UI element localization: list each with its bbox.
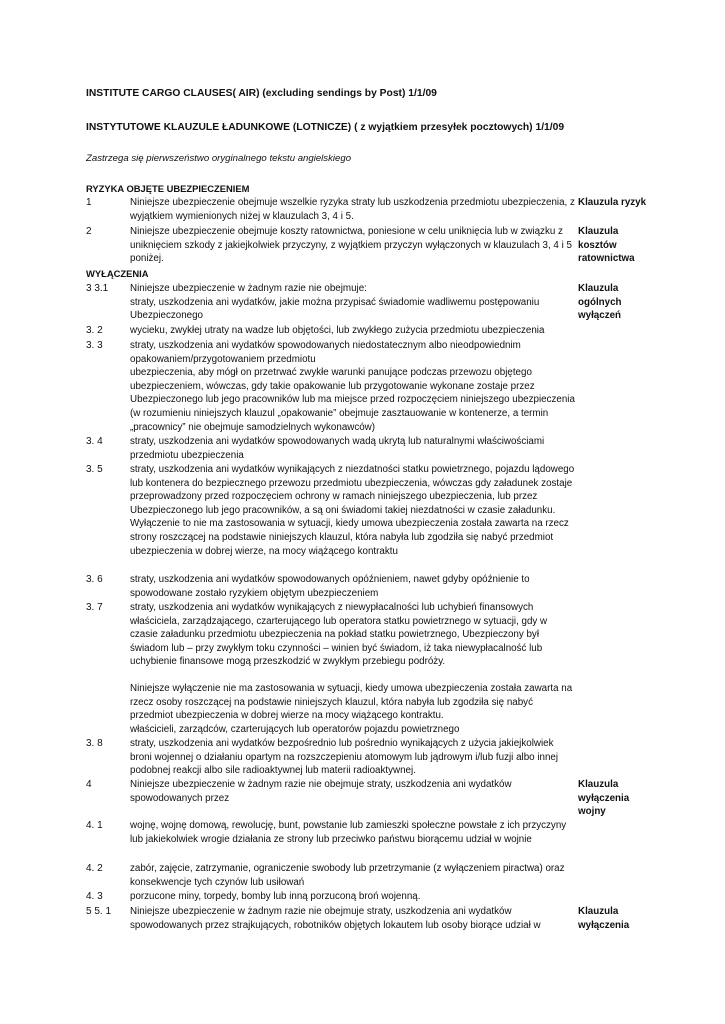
clause-intro: straty, uszkodzenia ani wydatków spowodowanych niedostatecznym albo nieodpowiednim opakowaniem/przygotowaniem przedmiotu bbox=[130, 340, 521, 365]
clause-body: straty, uszkodzenia ani wydatków wynikających z niewypłacalności lub uchybień finansowych właściciela, zarządzającego, czarterującego lub operatora statku powietrznego w sytuacji, gdy w czasie załadunku przedmiotu ubezpieczenia na pokład statku powietrznego, Ubezpieczony był świadom lub – przy zwykłym toku czynności – winien być świadom, iż taka niewypłacalność lub uchybienie finansowe mogą przeszkodzić w zwykłym przebiegu podróży. bbox=[130, 602, 548, 668]
clause-text: straty, uszkodzenia ani wydatków spowodowanych wadą ukrytą lub naturalnymi właściwościami przedmiotu ubezpieczenia bbox=[130, 436, 545, 461]
clause-side-label: Klauzula ogólnych wyłączeń bbox=[578, 283, 622, 322]
clause-number: 4. 1 bbox=[86, 820, 103, 831]
clause-side-label: Klauzula ryzyk bbox=[578, 197, 647, 208]
clause-text: Niniejsze ubezpieczenie w żadnym razie nie obejmuje straty, uszkodzenia ani wydatków spowodowanych przez bbox=[130, 779, 512, 804]
clause-number: 3. 3 bbox=[86, 340, 103, 351]
clause-number: 3. 8 bbox=[86, 738, 103, 749]
clause-number: 4 bbox=[86, 779, 92, 790]
clause-note: właścicieli, zarządców, czarterujących lub operatorów pojazdu powietrznego bbox=[130, 723, 460, 735]
section-heading-exclusions: WYŁĄCZENIA bbox=[86, 268, 149, 279]
clause-exception: Niniejsze wyłączenie nie ma zastosowania w sytuacji, kiedy umowa ubezpieczenia została zawarta na rzecz osoby roszczącej na podstawie niniejszych klauzul, która nabyła lub zgodziła się nabyć przedmiot ubezpieczenia w dobrej wierze na mocy wiążącego kontraktu. bbox=[130, 682, 573, 722]
section-heading-risks: RYZYKA OBJĘTE UBEZPIECZENIEM bbox=[86, 183, 250, 194]
title-english: INSTITUTE CARGO CLAUSES( AIR) (excluding sendings by Post) 1/1/09 bbox=[86, 88, 437, 99]
clause-number: 1 bbox=[86, 197, 92, 208]
clause-text: Niniejsze ubezpieczenie obejmuje wszelkie ryzyka straty lub uszkodzenia przedmiotu ubezpieczenia, z wyjątkiem wymienionych niżej w klauzulach 3, 4 i 5. bbox=[130, 197, 575, 222]
clause-body: ubezpieczenia, aby mógł on przetrwać zwykłe warunki panujące podczas przewozu objętego ubezpieczeniem, wówczas, gdy takie opakowanie lub przygotowanie wykonane zostaje przez Ubezpieczonego lub jego pracowników lub ma miejsce przed rozpoczęciem niniejszego ubezpieczenia (w rozumieniu niniejszych klauzul „opakowanie” obejmuje zasztauowanie w kontenerze, a termin „pracownicy” nie obejmuje samodzielnych wykonawców) bbox=[130, 367, 575, 433]
clause-text: zabór, zajęcie, zatrzymanie, ograniczenie swobody lub przetrzymanie (z wyłączeniem piractwa) oraz konsekwencje tych czynów lub usiłowań bbox=[130, 863, 565, 888]
clause-text: straty, uszkodzenia ani wydatków bezpośrednio lub pośrednio wynikających z użycia jakiejkolwiek broni wojennej o działaniu opartym na rozszczepieniu atomowym lub jądrowym i/lub fuzji albo innej podobnej reakcji albo sile radioaktywnej lub materii radioaktywnej. bbox=[130, 738, 559, 777]
clause-text: straty, uszkodzenia ani wydatków spowodowanych opóźnieniem, nawet gdyby opóźnienie to spowodowane zostało ryzykiem objętym ubezpieczeniem bbox=[130, 574, 530, 599]
clause-number: 3. 4 bbox=[86, 436, 103, 447]
clause-number: 4. 2 bbox=[86, 863, 103, 874]
clause-side-label: Klauzula kosztów ratownictwa bbox=[578, 226, 635, 265]
clause-side-label: Klauzula wyłączenia wojny bbox=[578, 779, 630, 818]
clause-text: straty, uszkodzenia ani wydatków wynikających z niezdatności statku powietrznego, pojazdu lądowego lub kontenera do bezpiecznego przewozu przedmiotu ubezpieczenia, wówczas gdy załadunek zostaje przeprowadzony przed rozpoczęciem ochrony w ramach niniejszego ubezpieczenia, lub przez Ubezpieczonego lub jego pracowników, a są oni świadomi takiej niezdatności w czasie załadunku. Wyłączenie to nie ma zastosowania w sytuacji, kiedy umowa ubezpieczenia została zawarta na rzecz strony roszczącej na podstawie niniejszych klauzul, która nabyła lub zgodziła się nabyć przedmiot ubezpieczenia w dobrej wierze, na mocy wiążącego kontraktu bbox=[130, 464, 575, 557]
title-polish: INSTYTUTOWE KLAUZULE ŁADUNKOWE (LOTNICZE) ( z wyjątkiem przesyłek pocztowych) 1/1/09 bbox=[86, 122, 565, 133]
clause-intro: Niniejsze ubezpieczenie w żadnym razie nie obejmuje: bbox=[130, 283, 367, 294]
clause-number: 3. 7 bbox=[86, 602, 103, 613]
clause-number: 5 5. 1 bbox=[86, 906, 112, 917]
clause-number: 4. 3 bbox=[86, 891, 103, 902]
clause-text: Niniejsze ubezpieczenie w żadnym razie nie obejmuje straty, uszkodzenia ani wydatków spowodowanych przez strajkujących, robotników objętych lokautem lub osoby biorące udział w bbox=[130, 906, 541, 931]
clause-side-label: Klauzula wyłączenia bbox=[578, 906, 630, 931]
clause-number: 3. 2 bbox=[86, 325, 103, 336]
translation-note: Zastrzega się pierwszeństwo oryginalnego tekstu angielskiego bbox=[86, 153, 352, 164]
clause-text bbox=[130, 339, 576, 434]
clause-body: straty, uszkodzenia ani wydatków, jakie można przypisać świadomie wadliwemu postępowaniu Ubezpieczonego bbox=[130, 296, 540, 322]
clause-text: porzucone miny, torpedy, bomby lub inną porzuconą broń wojenną. bbox=[130, 891, 421, 902]
clause-number: 3. 6 bbox=[86, 574, 103, 585]
clause-text: wycieku, zwykłej utraty na wadze lub objętości, lub zwykłego zużycia przedmiotu ubezpieczenia bbox=[130, 325, 545, 336]
clause-text bbox=[130, 282, 576, 323]
clause-text bbox=[130, 601, 576, 736]
clause-text: Niniejsze ubezpieczenie obejmuje koszty ratownictwa, poniesione w celu uniknięcia lub w związku z uniknięciem szkody z jakiejkolwiek przyczyny, z wyjątkiem przyczyn wyłączonych w klauzulach 3, 4 i 5 poniżej. bbox=[130, 226, 572, 265]
clause-number: 3 3.1 bbox=[86, 283, 109, 294]
clause-text: wojnę, wojnę domową, rewolucję, bunt, powstanie lub zamieszki społeczne powstałe z ich przyczyny lub jakiekolwiek wrogie działania ze strony lub przeciwko państwu biorącemu udział w wojnie bbox=[130, 820, 567, 845]
clause-number: 2 bbox=[86, 226, 92, 237]
clause-number: 3. 5 bbox=[86, 464, 103, 475]
